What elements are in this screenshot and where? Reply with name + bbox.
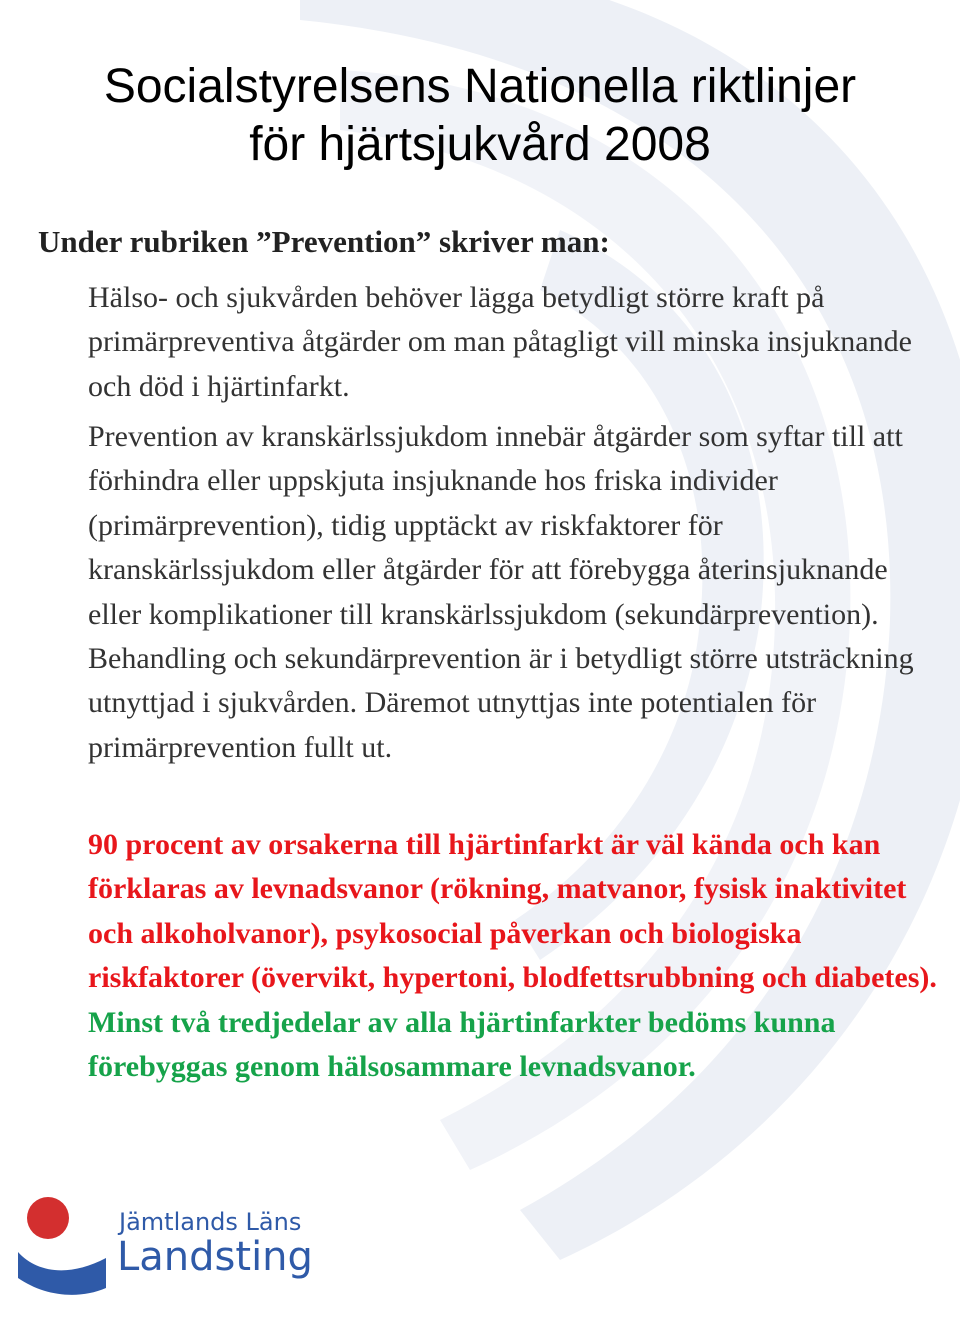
- preventable-text: Minst två tredjedelar av alla hjärtinfarkter bedöms kunna förebyggas genom hälsosammare levnadsvanor.: [88, 1005, 836, 1084]
- landsting-logo: [14, 1188, 324, 1298]
- paragraph-risk-factors: [88, 823, 938, 1089]
- logo-text-line-1: Jämtlands Läns: [119, 1208, 302, 1236]
- logo-red-circle-icon: [27, 1197, 69, 1239]
- title-line-1: Socialstyrelsens Nationella riktlinjer: [103, 60, 857, 113]
- risk-factors-text: 90 procent av orsakerna till hjärtinfarkt är väl kända och kan förklaras av levnadsvanor (rökning, matvanor, fysisk inaktivitet och alkoholvanor), psykosocial påverkan och biologiska riskfaktorer (övervikt, hypertoni, blodfettsrubbning och diabetes).: [88, 828, 937, 995]
- logo-text-line-2: Landsting: [117, 1234, 313, 1280]
- paragraph-prevention-definition: Prevention av kranskärlssjukdom innebär åtgärder som syftar till att förhindra eller uppskjuta insjuknande hos friska individer (primärprevention), tidig upptäckt av riskfaktorer för kranskärlssjukdom eller åtgärder för att förebygga återinsjuknande eller komplikationer till kranskärlssjukdom (sekundärprevention). Behandling och sekundärprevention är i betydligt större utsträckning utnyttjad i sjukvården. Däremot utnyttjas inte potentialen för primärprevention fullt ut.: [88, 420, 914, 764]
- slide-title: [20, 58, 940, 174]
- logo-blue-swoosh-icon: [18, 1252, 106, 1295]
- logo-mark-icon: [14, 1188, 109, 1298]
- title-line-2: för hjärtsjukvård 2008: [249, 118, 711, 171]
- paragraph-primary-prevention: Hälso- och sjukvården behöver lägga betydligt större kraft på primärpreventiva åtgärder om man påtagligt vill minska insjuknande och död i hjärtinfarkt.: [88, 281, 912, 403]
- section-subheading: Under rubriken ”Prevention” skriver man:: [38, 224, 610, 259]
